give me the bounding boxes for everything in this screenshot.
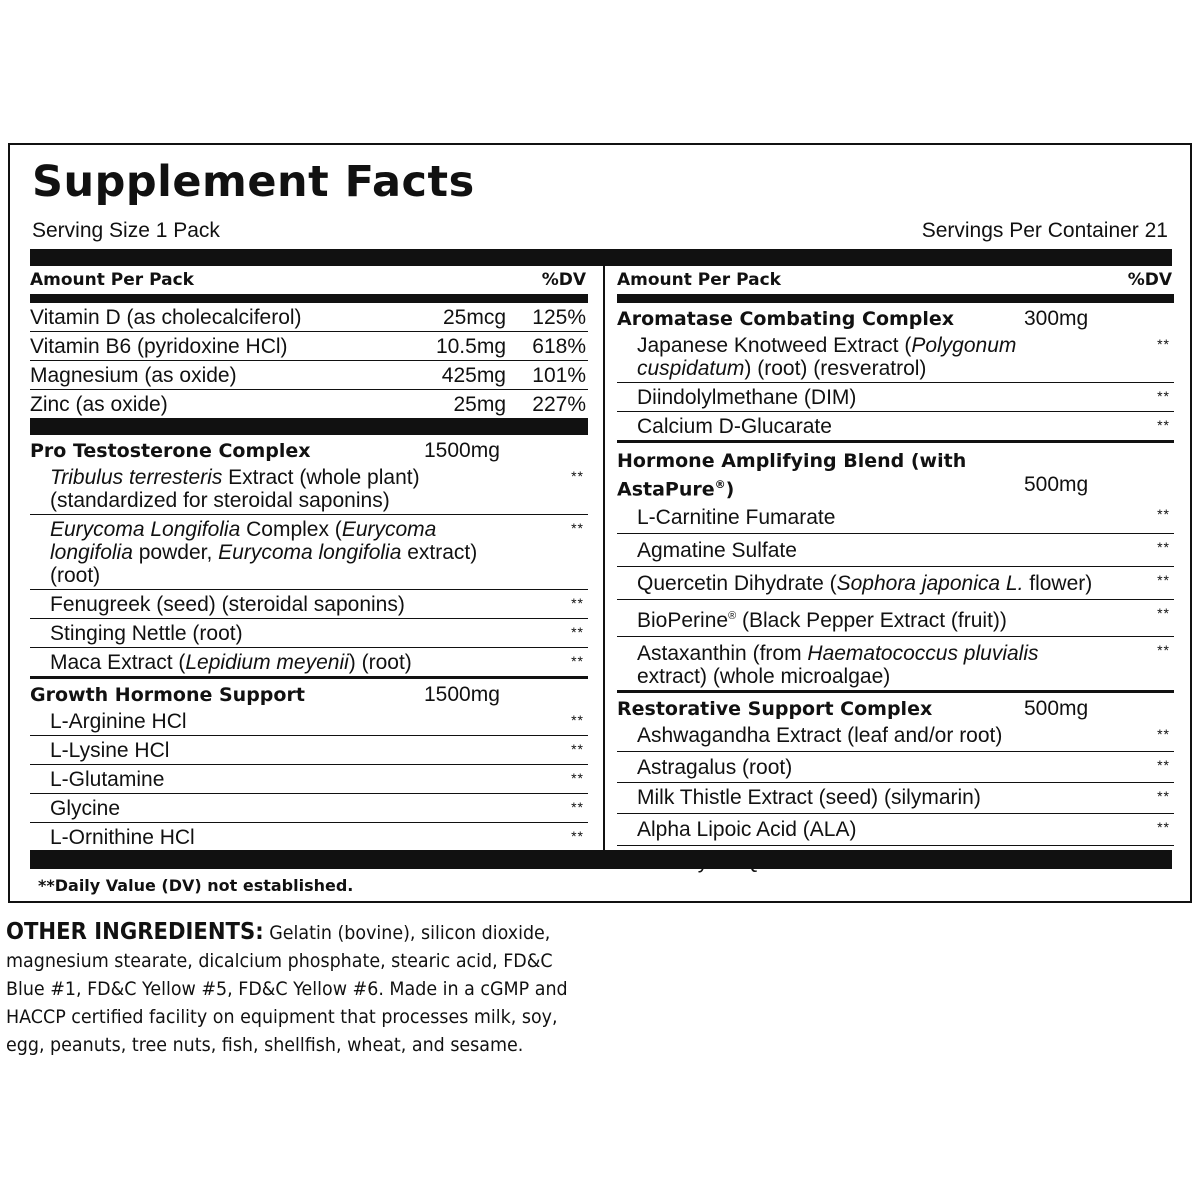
- dv-not-established-mark: **: [571, 741, 584, 757]
- dv-not-established-mark: **: [1157, 336, 1170, 352]
- nutrient-dv: 101%: [532, 364, 586, 387]
- ingredient-latin-name: Haematococcus pluvialis: [807, 642, 1039, 666]
- ingredient-text: extract) (whole microalgae): [637, 665, 891, 689]
- ingredient-text: Agmatine Sulfate: [637, 539, 797, 563]
- dv-not-established-mark: **: [1157, 572, 1170, 589]
- ingredient-row: [30, 515, 588, 590]
- ingredient-text: Milk Thistle Extract (seed) (silymarin): [637, 786, 981, 810]
- ingredient-text: ) (root) (resveratrol): [744, 357, 927, 380]
- nutrient-amount: 25mg: [453, 393, 506, 416]
- dv-not-established-mark: **: [1157, 726, 1170, 743]
- blend-amount: 500mg: [1024, 697, 1089, 721]
- dv-not-established-mark: **: [571, 468, 584, 484]
- ingredient-row: [617, 567, 1174, 600]
- blend-name: Restorative Support Complex: [617, 698, 933, 721]
- nutrient-row: [30, 303, 588, 332]
- blend-name: Hormone Amplifying Blend (with: [617, 450, 967, 472]
- registered-mark: ®: [728, 610, 737, 623]
- dv-not-established-mark: **: [1157, 417, 1170, 433]
- ingredient-row: [617, 534, 1174, 567]
- ingredient-text: ) (root): [348, 651, 412, 674]
- other-ingredients-label: OTHER INGREDIENTS:: [6, 919, 264, 945]
- ingredient-row: [617, 501, 1174, 534]
- blend-amount: 500mg: [1024, 473, 1089, 496]
- dv-not-established-mark: **: [1157, 388, 1170, 404]
- footer-divider-bar: [30, 850, 1172, 869]
- ingredient-text: Diindolylmethane (DIM): [637, 386, 857, 409]
- left-column: [30, 266, 588, 851]
- blend-name-close: ): [725, 478, 735, 501]
- ingredient-text: Japanese Knotweed Extract (: [637, 334, 912, 357]
- ingredient-text: BioPerine: [637, 609, 729, 633]
- ingredient-row: [30, 463, 588, 515]
- ingredient-row: [30, 648, 588, 679]
- nutrient-row: [30, 361, 588, 390]
- ingredient-row: [617, 721, 1174, 752]
- ingredient-latin-name: Sophora japonica L.: [836, 572, 1024, 596]
- blend-amount: 300mg: [1024, 307, 1089, 330]
- nutrient-dv: 125%: [532, 306, 586, 329]
- ingredient-text: L-Ornithine HCl: [50, 826, 195, 849]
- ingredient-latin-name: Eurycoma longifolia: [50, 518, 437, 564]
- dv-not-established-mark: **: [1157, 642, 1170, 659]
- column-divider: [603, 266, 605, 850]
- nutrient-row: [30, 390, 588, 435]
- blend-amount: 1500mg: [424, 439, 500, 462]
- nutrient-amount: 10.5mg: [435, 335, 506, 358]
- ingredient-text: Stinging Nettle (root): [50, 622, 243, 645]
- blend-heading: [617, 693, 1174, 721]
- serving-size: Serving Size 1 Pack: [32, 219, 220, 242]
- ingredient-text: Complex (: [240, 518, 342, 541]
- dv-not-established-mark: **: [1157, 539, 1170, 556]
- dv-label: %DV: [541, 270, 586, 290]
- dv-not-established-mark: **: [571, 712, 584, 728]
- ingredient-text: powder,: [132, 541, 219, 564]
- nutrient-amount: 425mg: [441, 364, 506, 387]
- blend-name: Growth Hormone Support: [30, 684, 305, 706]
- ingredient-text: Alpha Lipoic Acid (ALA): [637, 818, 857, 842]
- ingredient-row: [617, 783, 1174, 814]
- nutrient-name: Magnesium (as oxide): [30, 364, 237, 387]
- dv-not-established-mark: **: [571, 653, 584, 669]
- ingredient-row: [30, 707, 588, 736]
- dv-not-established-mark: **: [1157, 506, 1170, 523]
- ingredient-text: Fenugreek (seed) (steroidal saponins): [50, 593, 405, 616]
- servings-per-container: Servings Per Container 21: [921, 219, 1168, 242]
- ingredient-text: extract) (root): [50, 541, 478, 587]
- ingredient-text: flower): [1023, 572, 1093, 596]
- dv-not-established-mark: **: [571, 624, 584, 640]
- ingredient-latin-name: Tribulus terresteris: [50, 466, 223, 489]
- blend-amount: 1500mg: [424, 683, 500, 706]
- dv-not-established-mark: **: [1157, 788, 1170, 805]
- ingredient-text: Maca Extract (: [50, 651, 186, 674]
- right-column: [617, 266, 1174, 875]
- ingredient-text: L-Carnitine Fumarate: [637, 506, 836, 530]
- ingredient-text: (Black Pepper Extract (fruit)): [736, 609, 1007, 633]
- amount-per-pack-label: Amount Per Pack: [617, 270, 781, 290]
- blend-heading: [30, 435, 588, 463]
- nutrient-dv: 227%: [532, 393, 586, 416]
- ingredient-text: L-Glutamine: [50, 768, 165, 791]
- ingredient-row: [617, 814, 1174, 846]
- ingredient-latin-name: Lepidium meyenii: [185, 651, 349, 674]
- ingredient-row: [617, 600, 1174, 637]
- nutrient-amount: 25mcg: [442, 306, 506, 329]
- ingredient-row: [30, 590, 588, 619]
- ingredient-text: Glycine: [50, 797, 121, 820]
- dv-not-established-mark: **: [571, 595, 584, 611]
- blend-name: Aromatase Combating Complex: [617, 308, 955, 330]
- dv-label: %DV: [1127, 270, 1172, 290]
- nutrient-row: [30, 332, 588, 361]
- registered-mark: ®: [714, 478, 726, 491]
- ingredient-row: [30, 619, 588, 648]
- other-ingredients: [6, 918, 586, 1059]
- ingredient-text: L-Lysine HCl: [50, 739, 170, 762]
- nutrient-name: Vitamin D (as cholecalciferol): [30, 306, 302, 329]
- dv-footnote: **Daily Value (DV) not established.: [38, 876, 354, 895]
- dv-not-established-mark: **: [571, 770, 584, 786]
- blend-name: Pro Testosterone Complex: [30, 440, 311, 462]
- dv-not-established-mark: **: [571, 520, 584, 536]
- dv-not-established-mark: **: [571, 799, 584, 815]
- amount-per-pack-label: Amount Per Pack: [30, 270, 194, 290]
- panel-title: Supplement Facts: [32, 157, 475, 207]
- ingredient-latin-name: Eurycoma longifolia: [218, 541, 402, 564]
- other-ingredients-text: Gelatin (bovine), silicon dioxide, magnesium stearate, dicalcium phosphate, stearic acid, FD&C Blue #1, FD&C Yellow #5, FD&C Yellow #6. Made in a cGMP and HACCP certified facility on equipment that processes milk, soy, egg, peanuts, tree nuts, fish, shellfish, wheat, and sesame.: [6, 922, 568, 1056]
- ingredient-text: L-Arginine HCl: [50, 710, 187, 733]
- column-header: [617, 266, 1174, 303]
- blend-heading: [30, 679, 588, 707]
- ingredient-text: Ashwagandha Extract (leaf and/or root): [637, 724, 1003, 748]
- blend-name-continued: AstaPure: [617, 478, 715, 501]
- ingredient-row: [30, 736, 588, 765]
- nutrient-name: Vitamin B6 (pyridoxine HCl): [30, 335, 288, 358]
- ingredient-text: Quercetin Dihydrate (: [637, 572, 837, 596]
- ingredient-text: Extract (whole plant) (standardized for steroidal saponins): [50, 466, 420, 512]
- ingredient-row: [617, 752, 1174, 783]
- ingredient-text: Calcium D-Glucarate: [637, 415, 832, 438]
- blend-heading: [617, 443, 1174, 501]
- ingredient-latin-name: Polygonum cuspidatum: [637, 334, 1017, 380]
- nutrient-dv: 618%: [532, 335, 586, 358]
- ingredient-row: [30, 765, 588, 794]
- header-divider-bar: [30, 249, 1172, 266]
- dv-not-established-mark: **: [1157, 819, 1170, 836]
- dv-not-established-mark: **: [1157, 605, 1170, 622]
- supplement-facts-panel: [8, 143, 1192, 903]
- ingredient-row: [617, 331, 1174, 383]
- dv-not-established-mark: **: [1157, 757, 1170, 774]
- ingredient-text: Astaxanthin (from: [637, 642, 808, 666]
- ingredient-row: [617, 412, 1174, 443]
- ingredient-row: [30, 823, 588, 851]
- ingredient-text: Astragalus (root): [637, 756, 793, 780]
- column-header: [30, 266, 588, 303]
- dv-not-established-mark: **: [571, 828, 584, 844]
- ingredient-row: [30, 794, 588, 823]
- ingredient-row: [617, 637, 1174, 693]
- blend-heading: [617, 303, 1174, 331]
- ingredient-row: [617, 383, 1174, 412]
- nutrient-name: Zinc (as oxide): [30, 393, 168, 416]
- ingredient-latin-name: Eurycoma Longifolia: [50, 518, 241, 541]
